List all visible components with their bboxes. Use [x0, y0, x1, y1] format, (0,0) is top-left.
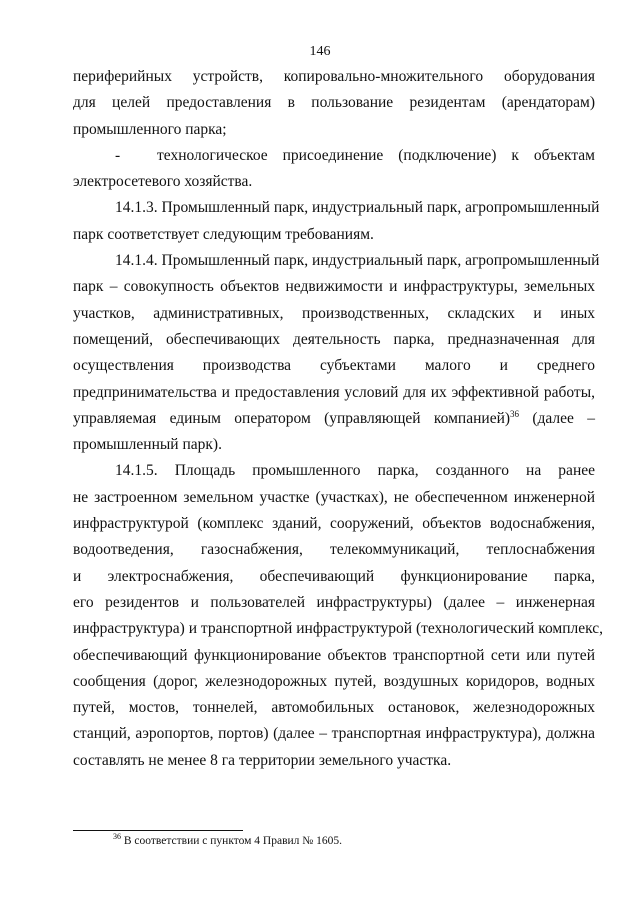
text-segment: управляемая единым оператором (управляющей компанией) — [73, 409, 511, 427]
text-line: 14.1.5. Площадь промышленного парка, созданного на ранее — [115, 462, 595, 480]
text-line: технологическое присоединение (подключение) к объектам — [157, 146, 595, 164]
text-line: парк – совокупность объектов недвижимости и инфраструктуры, земельных — [73, 278, 595, 296]
text-line: не застроенном земельном участке (участках), не обеспеченном инженерной — [73, 488, 595, 506]
text-line: его резидентов и пользователей инфраструктуры) (далее – инженерная — [73, 593, 595, 611]
footnote — [113, 832, 343, 847]
list-dash: - — [115, 146, 121, 164]
paragraph-14-1-4 — [73, 248, 600, 458]
text-line: водоотведения, газоснабжения, телекоммуникаций, теплоснабжения — [73, 541, 595, 559]
text-line: 14.1.4. Промышленный парк, индустриальный парк, агропромышленный — [115, 252, 600, 270]
footnote-number: 36 — [113, 832, 121, 841]
text-line: осуществления производства субъектами малого и среднего — [73, 357, 595, 375]
text-line: промышленного парка; — [73, 120, 227, 138]
footnote-divider — [73, 830, 243, 831]
text-line: для целей предоставления в пользование резидентам (арендаторам) — [73, 94, 595, 112]
text-line: сообщения (дорог, железнодорожных путей, воздушных коридоров, водных — [73, 672, 595, 690]
document-body — [73, 64, 604, 774]
text-line: помещений, обеспечивающих деятельность парка, предназначенная для — [73, 330, 595, 348]
paragraph-14-1-5 — [73, 458, 604, 774]
text-line: обеспечивающий функционирование объектов транспортной сети или путей — [73, 646, 595, 664]
text-line: составлять не менее 8 га территории земельного участка. — [73, 751, 452, 769]
text-line: инфраструктура) и транспортной инфраструктурой (технологический комплекс, — [73, 620, 604, 638]
footnote-reference[interactable]: 36 — [510, 408, 520, 419]
paragraph-intro — [73, 64, 595, 143]
text-line: инфраструктурой (комплекс зданий, сооружений, объектов водоснабжения, — [73, 515, 595, 533]
text-line: электросетевого хозяйства. — [73, 173, 253, 191]
text-line: промышленный парк). — [73, 436, 222, 454]
text-line: 14.1.3. Промышленный парк, индустриальный парк, агропромышленный — [115, 199, 600, 217]
text-line: станций, аэропортов, портов) (далее – транспортная инфраструктура), должна — [73, 725, 595, 743]
text-line: периферийных устройств, копировально-множительного оборудования — [73, 68, 595, 85]
text-line: участков, административных, производственных, складских и иных — [73, 304, 595, 322]
paragraph-14-1-3 — [73, 195, 600, 248]
page-number: 146 — [309, 44, 331, 59]
list-item — [73, 143, 595, 196]
text-line: парк соответствует следующим требованиям. — [73, 225, 374, 243]
text-line: путей, мостов, тоннелей, автомобильных остановок, железнодорожных — [73, 699, 595, 717]
footnote-text: В соответствии с пунктом 4 Правил № 1605. — [121, 835, 343, 847]
text-line: и электроснабжения, обеспечивающий функционирование парка, — [73, 567, 595, 585]
text-segment: (далее – — [519, 409, 595, 427]
text-line: предпринимательства и предоставления условий для их эффективной работы, — [73, 383, 595, 401]
text-line-with-footnote — [73, 406, 595, 432]
